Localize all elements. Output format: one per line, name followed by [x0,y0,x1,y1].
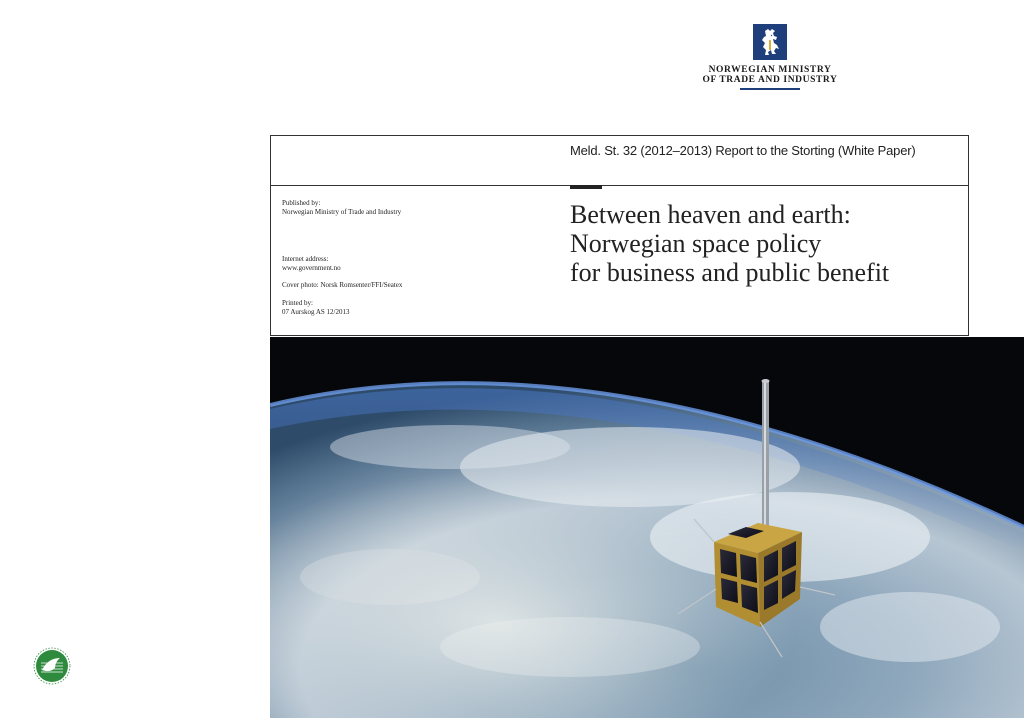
cover-photo-credit [282,281,402,290]
title-line-2: Norwegian space policy [570,229,822,258]
published-label: Published by: [282,199,321,207]
internet-value: www.government.no [282,264,341,272]
printed-label: Printed by: [282,299,313,307]
report-designation: Meld. St. 32 (2012–2013) Report to the Storting (White Paper) [570,143,916,158]
ministry-logo [697,24,843,90]
internet-label: Internet address: [282,255,329,263]
published-value: Norwegian Ministry of Trade and Industry [282,208,402,216]
printed-by [282,299,349,317]
title-accent-bar [570,185,602,189]
cover-photo [270,337,1024,718]
ministry-name [697,65,843,85]
ministry-name-line2: OF TRADE AND INDUSTRY [702,75,838,85]
printed-value: 07 Aurskog AS 12/2013 [282,308,350,316]
report-title [570,200,889,287]
internet-address [282,255,341,273]
nordic-swan-ecolabel-icon [33,646,71,686]
cover-photo-text: Cover photo: Norsk Romsenter/FFI/Seatex [282,281,403,289]
title-line-3: for business and public benefit [570,258,890,287]
published-by [282,199,401,217]
logo-underline [740,88,800,90]
title-frame [270,135,969,336]
coat-of-arms-icon [753,24,787,60]
title-line-1: Between heaven and earth: [570,200,851,229]
ministry-name-line1: NORWEGIAN MINISTRY [708,65,832,75]
satellite-over-earth-image [270,337,1024,718]
frame-divider [271,185,968,186]
